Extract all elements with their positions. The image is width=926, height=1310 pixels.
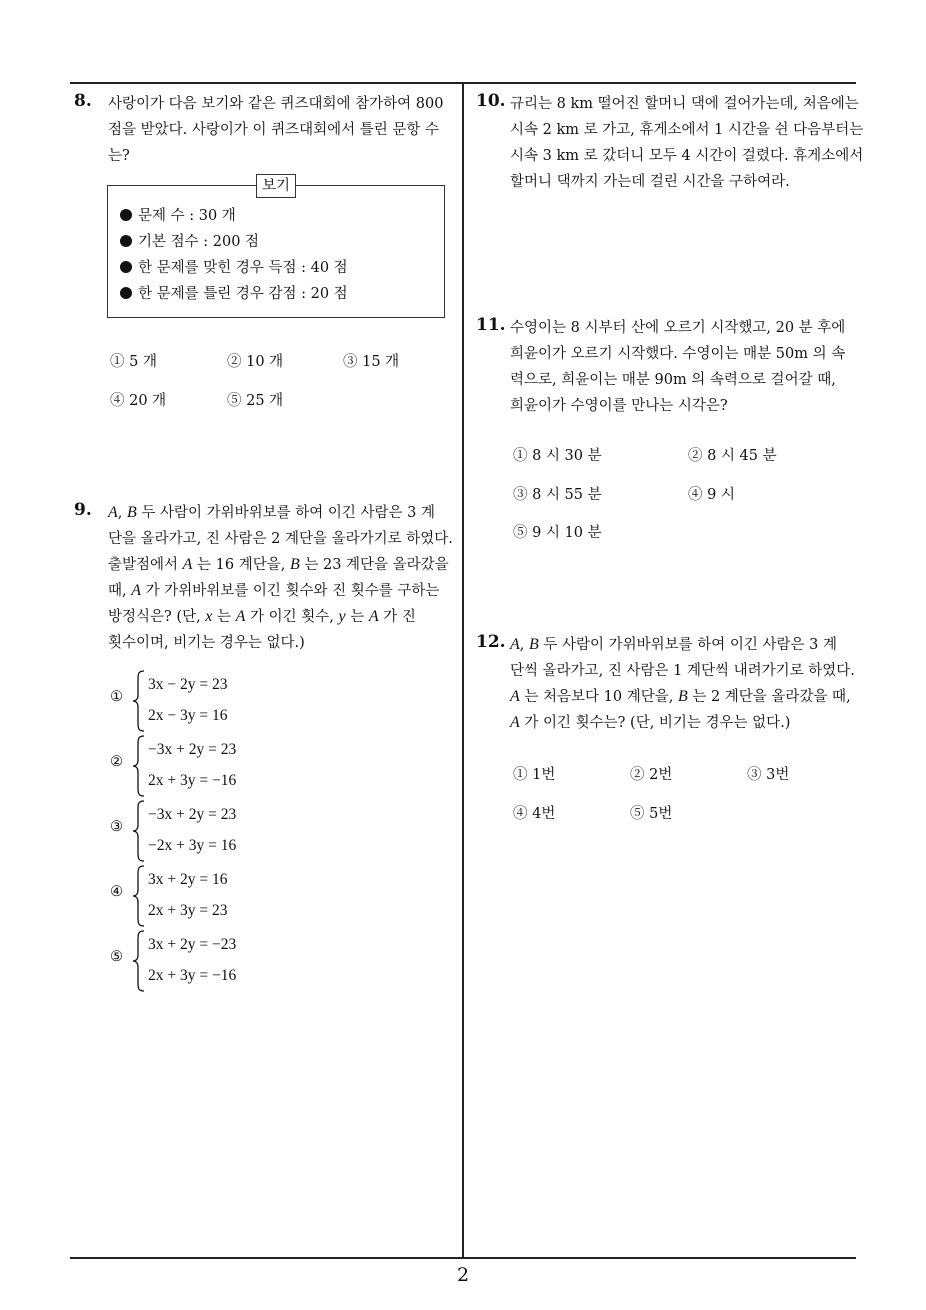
equation: −3x + 2y = 23 — [148, 741, 237, 758]
text: 는 — [212, 609, 236, 625]
text: 는 처음보다 10 계단을, — [519, 689, 678, 705]
brace-icon — [132, 930, 146, 992]
text: 출발점에서 — [108, 557, 183, 573]
question-line: 단을 올라가고, 진 사람은 2 계단을 올라가기로 하였다. — [108, 531, 453, 547]
variable: B — [677, 688, 688, 705]
text: 는 23 계단을 올라갔을 — [299, 557, 449, 573]
variable: x — [205, 608, 213, 625]
text: 는 2 계단을 올라갔을 때, — [687, 689, 851, 705]
question-line: 규리는 8 km 떨어진 할머니 댁에 걸어가는데, 처음에는 — [510, 96, 859, 112]
column-divider — [462, 82, 464, 1258]
choice-1[interactable]: ① 1번 — [513, 767, 556, 783]
text: 는 16 계단을, — [192, 557, 290, 573]
question-number: 12. — [476, 632, 506, 652]
page-number: 2 — [456, 1264, 470, 1286]
variable: A — [510, 636, 520, 653]
question-line — [108, 500, 453, 526]
equation: −2x + 3y = 16 — [148, 837, 237, 854]
question-line: 수영이는 8 시부터 산에 오르기 시작했고, 20 분 후에 — [510, 320, 846, 336]
question-line: 희윤이가 오르기 시작했다. 수영이는 매분 50m 의 속 — [510, 346, 846, 362]
choice-mark: ③ — [110, 819, 123, 835]
text: 두 사람이 가위바위보를 하여 이긴 사람은 3 계 — [136, 505, 436, 521]
equation: 2x + 3y = −16 — [148, 967, 237, 984]
text: 가 가위바위보를 이긴 횟수와 진 횟수를 구하는 — [141, 583, 440, 599]
choice-2[interactable]: ② 8 시 45 분 — [688, 448, 777, 464]
text: , — [117, 505, 127, 521]
question-line — [108, 552, 453, 578]
choice-mark: ④ — [110, 884, 123, 900]
example-item-text: 문제 수 : 30 개 — [138, 208, 236, 224]
question-line: 희윤이가 수영이를 만나는 시각은? — [510, 398, 728, 414]
example-item — [120, 230, 259, 251]
choice-4[interactable]: ④ 9 시 — [688, 487, 735, 503]
bullet-icon — [120, 261, 132, 273]
example-item — [120, 204, 236, 225]
text: 는 — [345, 609, 369, 625]
text: , — [519, 637, 529, 653]
choice-3[interactable]: ③ 3번 — [747, 767, 790, 783]
question-text — [108, 91, 443, 169]
bullet-icon — [120, 209, 132, 221]
choice-1[interactable]: ① 8 시 30 분 — [513, 448, 602, 464]
question-line: 할머니 댁까지 가는데 걸린 시간을 구하여라. — [510, 174, 790, 190]
choice-2[interactable] — [110, 735, 330, 797]
variable: y — [338, 608, 346, 625]
example-item-text: 한 문제를 맞힌 경우 득점 : 40 점 — [138, 260, 348, 276]
question-text — [510, 315, 845, 419]
question-line — [510, 684, 855, 710]
question-text — [510, 91, 863, 195]
variable: A — [510, 714, 520, 731]
text: 때, — [108, 583, 132, 599]
equation: 2x − 3y = 16 — [148, 707, 228, 724]
brace-icon — [132, 865, 146, 927]
choice-mark: ⑤ — [110, 949, 123, 965]
choice-mark: ① — [110, 689, 123, 705]
text: 두 사람이 가위바위보를 하여 이긴 사람은 3 계 — [538, 637, 838, 653]
variable: A — [235, 608, 246, 625]
question-text — [108, 500, 453, 656]
choice-3[interactable]: ③ 15 개 — [343, 354, 400, 370]
question-text — [510, 632, 855, 736]
choice-1[interactable] — [110, 670, 330, 732]
bottom-rule — [70, 1257, 856, 1259]
variable: A — [368, 608, 379, 625]
equation: 3x − 2y = 23 — [148, 676, 228, 693]
question-line — [108, 578, 453, 604]
choice-mark: ② — [110, 754, 123, 770]
question-line: 단씩 올라가고, 진 사람은 1 계단씩 내려가기로 하였다. — [510, 663, 855, 679]
equation: 2x + 3y = −16 — [148, 772, 237, 789]
text: 가 이긴 횟수, — [245, 609, 339, 625]
variable: A — [182, 556, 193, 573]
example-box-title: 보기 — [256, 174, 296, 198]
variable: B — [127, 504, 137, 521]
question-line: 시속 2 km 로 가고, 휴게소에서 1 시간을 쉰 다음부터는 — [510, 122, 864, 138]
variable: A — [108, 504, 118, 521]
variable: A — [510, 688, 520, 705]
choice-5[interactable] — [110, 930, 330, 992]
brace-icon — [132, 800, 146, 862]
choice-4[interactable] — [110, 865, 330, 927]
choice-5[interactable]: ⑤ 25 개 — [227, 393, 284, 409]
equation: 3x + 2y = 16 — [148, 871, 228, 888]
question-number: 11. — [476, 315, 506, 335]
variable: B — [289, 556, 300, 573]
example-box — [107, 178, 445, 318]
question-line: 력으로, 희윤이는 매분 90m 의 속력으로 걸어갈 때, — [510, 372, 836, 388]
bullet-icon — [120, 235, 132, 247]
text: 방정식은? (단, — [108, 609, 206, 625]
equation: 2x + 3y = 23 — [148, 902, 228, 919]
variable: B — [529, 636, 539, 653]
bullet-icon — [120, 287, 132, 299]
text: 가 이긴 횟수는? (단, 비기는 경우는 없다.) — [519, 715, 791, 731]
choice-5[interactable]: ⑤ 5번 — [630, 806, 673, 822]
choice-5[interactable]: ⑤ 9 시 10 분 — [513, 525, 602, 541]
choice-4[interactable]: ④ 4번 — [513, 806, 556, 822]
example-item — [120, 256, 348, 277]
question-number: 8. — [74, 91, 92, 111]
question-number: 10. — [476, 91, 506, 111]
text: 가 진 — [378, 609, 416, 625]
equation: −3x + 2y = 23 — [148, 806, 237, 823]
example-item — [120, 282, 348, 303]
question-number: 9. — [74, 500, 92, 520]
choice-1[interactable]: ① 5 개 — [110, 354, 157, 370]
question-line: 점을 받았다. 사랑이가 이 퀴즈대회에서 틀린 문항 수 — [108, 122, 440, 138]
brace-icon — [132, 670, 146, 732]
question-line — [108, 604, 453, 630]
variable: A — [131, 582, 142, 599]
question-line — [510, 632, 855, 658]
equation: 3x + 2y = −23 — [148, 936, 237, 953]
question-line: 시속 3 km 로 갔더니 모두 4 시간이 걸렸다. 휴게소에서 — [510, 148, 864, 164]
question-line: 는? — [108, 148, 130, 164]
example-item-text: 한 문제를 틀린 경우 감점 : 20 점 — [138, 286, 348, 302]
choice-4[interactable]: ④ 20 개 — [110, 393, 167, 409]
choice-3[interactable] — [110, 800, 330, 862]
choice-2[interactable]: ② 10 개 — [227, 354, 284, 370]
question-line: 횟수이며, 비기는 경우는 없다.) — [108, 635, 305, 651]
example-item-text: 기본 점수 : 200 점 — [138, 234, 260, 250]
brace-icon — [132, 735, 146, 797]
choice-2[interactable]: ② 2번 — [630, 767, 673, 783]
question-line — [510, 710, 855, 736]
choice-3[interactable]: ③ 8 시 55 분 — [513, 487, 602, 503]
question-line: 사랑이가 다음 보기와 같은 퀴즈대회에 참가하여 800 — [108, 96, 444, 112]
